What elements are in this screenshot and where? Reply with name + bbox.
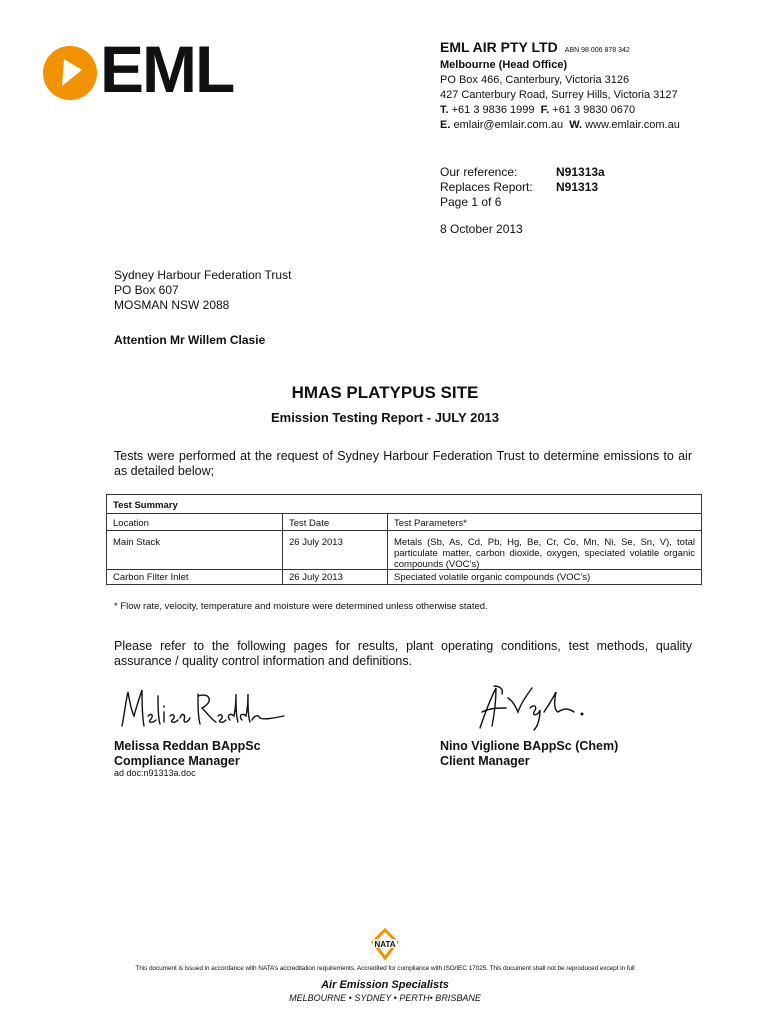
table-row <box>107 531 701 570</box>
cell-test-date: 26 July 2013 <box>283 570 388 584</box>
recipient-city: MOSMAN NSW 2088 <box>114 298 230 312</box>
accreditation-statement: This document is issued in accordance with NATA’s accreditation requirements. Accredited for compliance with ISO/IEC 17025. This document shall not be reproduced except in full <box>135 965 635 972</box>
nata-label: NATA <box>374 940 396 949</box>
signature-nino-viglione <box>474 678 594 734</box>
logo-ring-icon <box>43 46 97 100</box>
refer-paragraph: Please refer to the following pages for results, plant operating conditions, test methods, quality assurance / quality control information and definitions. <box>114 639 692 668</box>
signer-name: Melissa Reddan BAppSc <box>114 739 261 753</box>
signer-name: Nino Viglione BAppSc (Chem) <box>440 739 619 753</box>
cell-test-parameters: Speciated volatile organic compounds (VOC’s) <box>394 572 591 583</box>
nata-logo <box>371 928 399 962</box>
table-heading: Test Summary <box>107 495 701 514</box>
report-subtitle: Emission Testing Report - JULY 2013 <box>270 410 500 425</box>
footer-cities: MELBOURNE • SYDNEY • PERTH• BRISBANE <box>289 993 481 1003</box>
company-abn: ABN 98 006 878 342 <box>564 47 630 54</box>
company-po-box: PO Box 466, Canterbury, Victoria 3126 <box>440 74 630 86</box>
company-email[interactable]: emlair@emlair.com.au <box>453 119 564 131</box>
signer-role: Client Manager <box>440 754 530 768</box>
our-reference: N91313a <box>556 165 605 179</box>
recipient-address <box>114 268 291 313</box>
company-email-web: E. emlair@emlair.com.au W. www.emlair.com.au <box>440 119 680 131</box>
column-header-test-parameters: Test Parameters* <box>394 518 467 529</box>
signer-melissa <box>114 739 261 769</box>
recipient-name: Sydney Harbour Federation Trust <box>114 268 292 282</box>
company-phone-fax: T. +61 3 9836 1999 F. +61 3 9830 0670 <box>440 104 636 116</box>
document-reference: ad doc:n91313a.doc <box>114 768 196 778</box>
cell-test-date: 26 July 2013 <box>283 531 388 569</box>
page-count: Page 1 of 6 <box>440 195 502 209</box>
table-header-row <box>107 514 701 531</box>
replaces-report-label: Replaces Report: <box>440 180 533 194</box>
test-summary-table <box>106 494 702 585</box>
report-title: HMAS PLATYPUS SITE <box>291 383 479 402</box>
company-phone: +61 3 9836 1999 <box>451 104 535 116</box>
attention-line: Attention Mr Willem Clasie <box>114 333 266 347</box>
company-web[interactable]: www.emlair.com.au <box>585 119 680 131</box>
signer-nino <box>440 739 618 769</box>
intro-paragraph: Tests were performed at the request of Sydney Harbour Federation Trust to determine emissions to air as detailed below; <box>114 449 692 478</box>
reference-block <box>440 165 605 210</box>
replaces-report: N91313 <box>556 180 599 194</box>
company-street: 427 Canterbury Road, Surrey Hills, Victoria 3127 <box>440 89 678 101</box>
footer-tagline: Air Emission Specialists <box>321 979 449 991</box>
table-row <box>107 570 701 584</box>
recipient-po-box: PO Box 607 <box>114 283 179 297</box>
company-fax: +61 3 9830 0670 <box>552 104 636 116</box>
our-reference-label: Our reference: <box>440 165 518 179</box>
logo-wordmark: EML <box>100 32 234 106</box>
report-date: 8 October 2013 <box>440 222 523 236</box>
cell-test-parameters: Metals (Sb, As, Cd, Pb, Hg, Be, Cr, Co, Mn, Ni, Se, Sn, V), total particulate matter, carbon dioxide, oxygen, speciated volatile organic compounds (VOC’s) <box>394 537 695 570</box>
company-name: EML AIR PTY LTD <box>440 39 558 55</box>
company-header <box>440 40 760 133</box>
signature-melissa-reddan <box>118 686 288 730</box>
company-office: Melbourne (Head Office) <box>440 59 568 71</box>
cell-location: Main Stack <box>107 531 283 569</box>
column-header-test-date: Test Date <box>283 514 388 530</box>
signer-role: Compliance Manager <box>114 754 240 768</box>
column-header-location: Location <box>107 514 283 530</box>
cell-location: Carbon Filter Inlet <box>107 570 283 584</box>
table-footnote: * Flow rate, velocity, temperature and moisture were determined unless otherwise stated. <box>114 601 488 612</box>
